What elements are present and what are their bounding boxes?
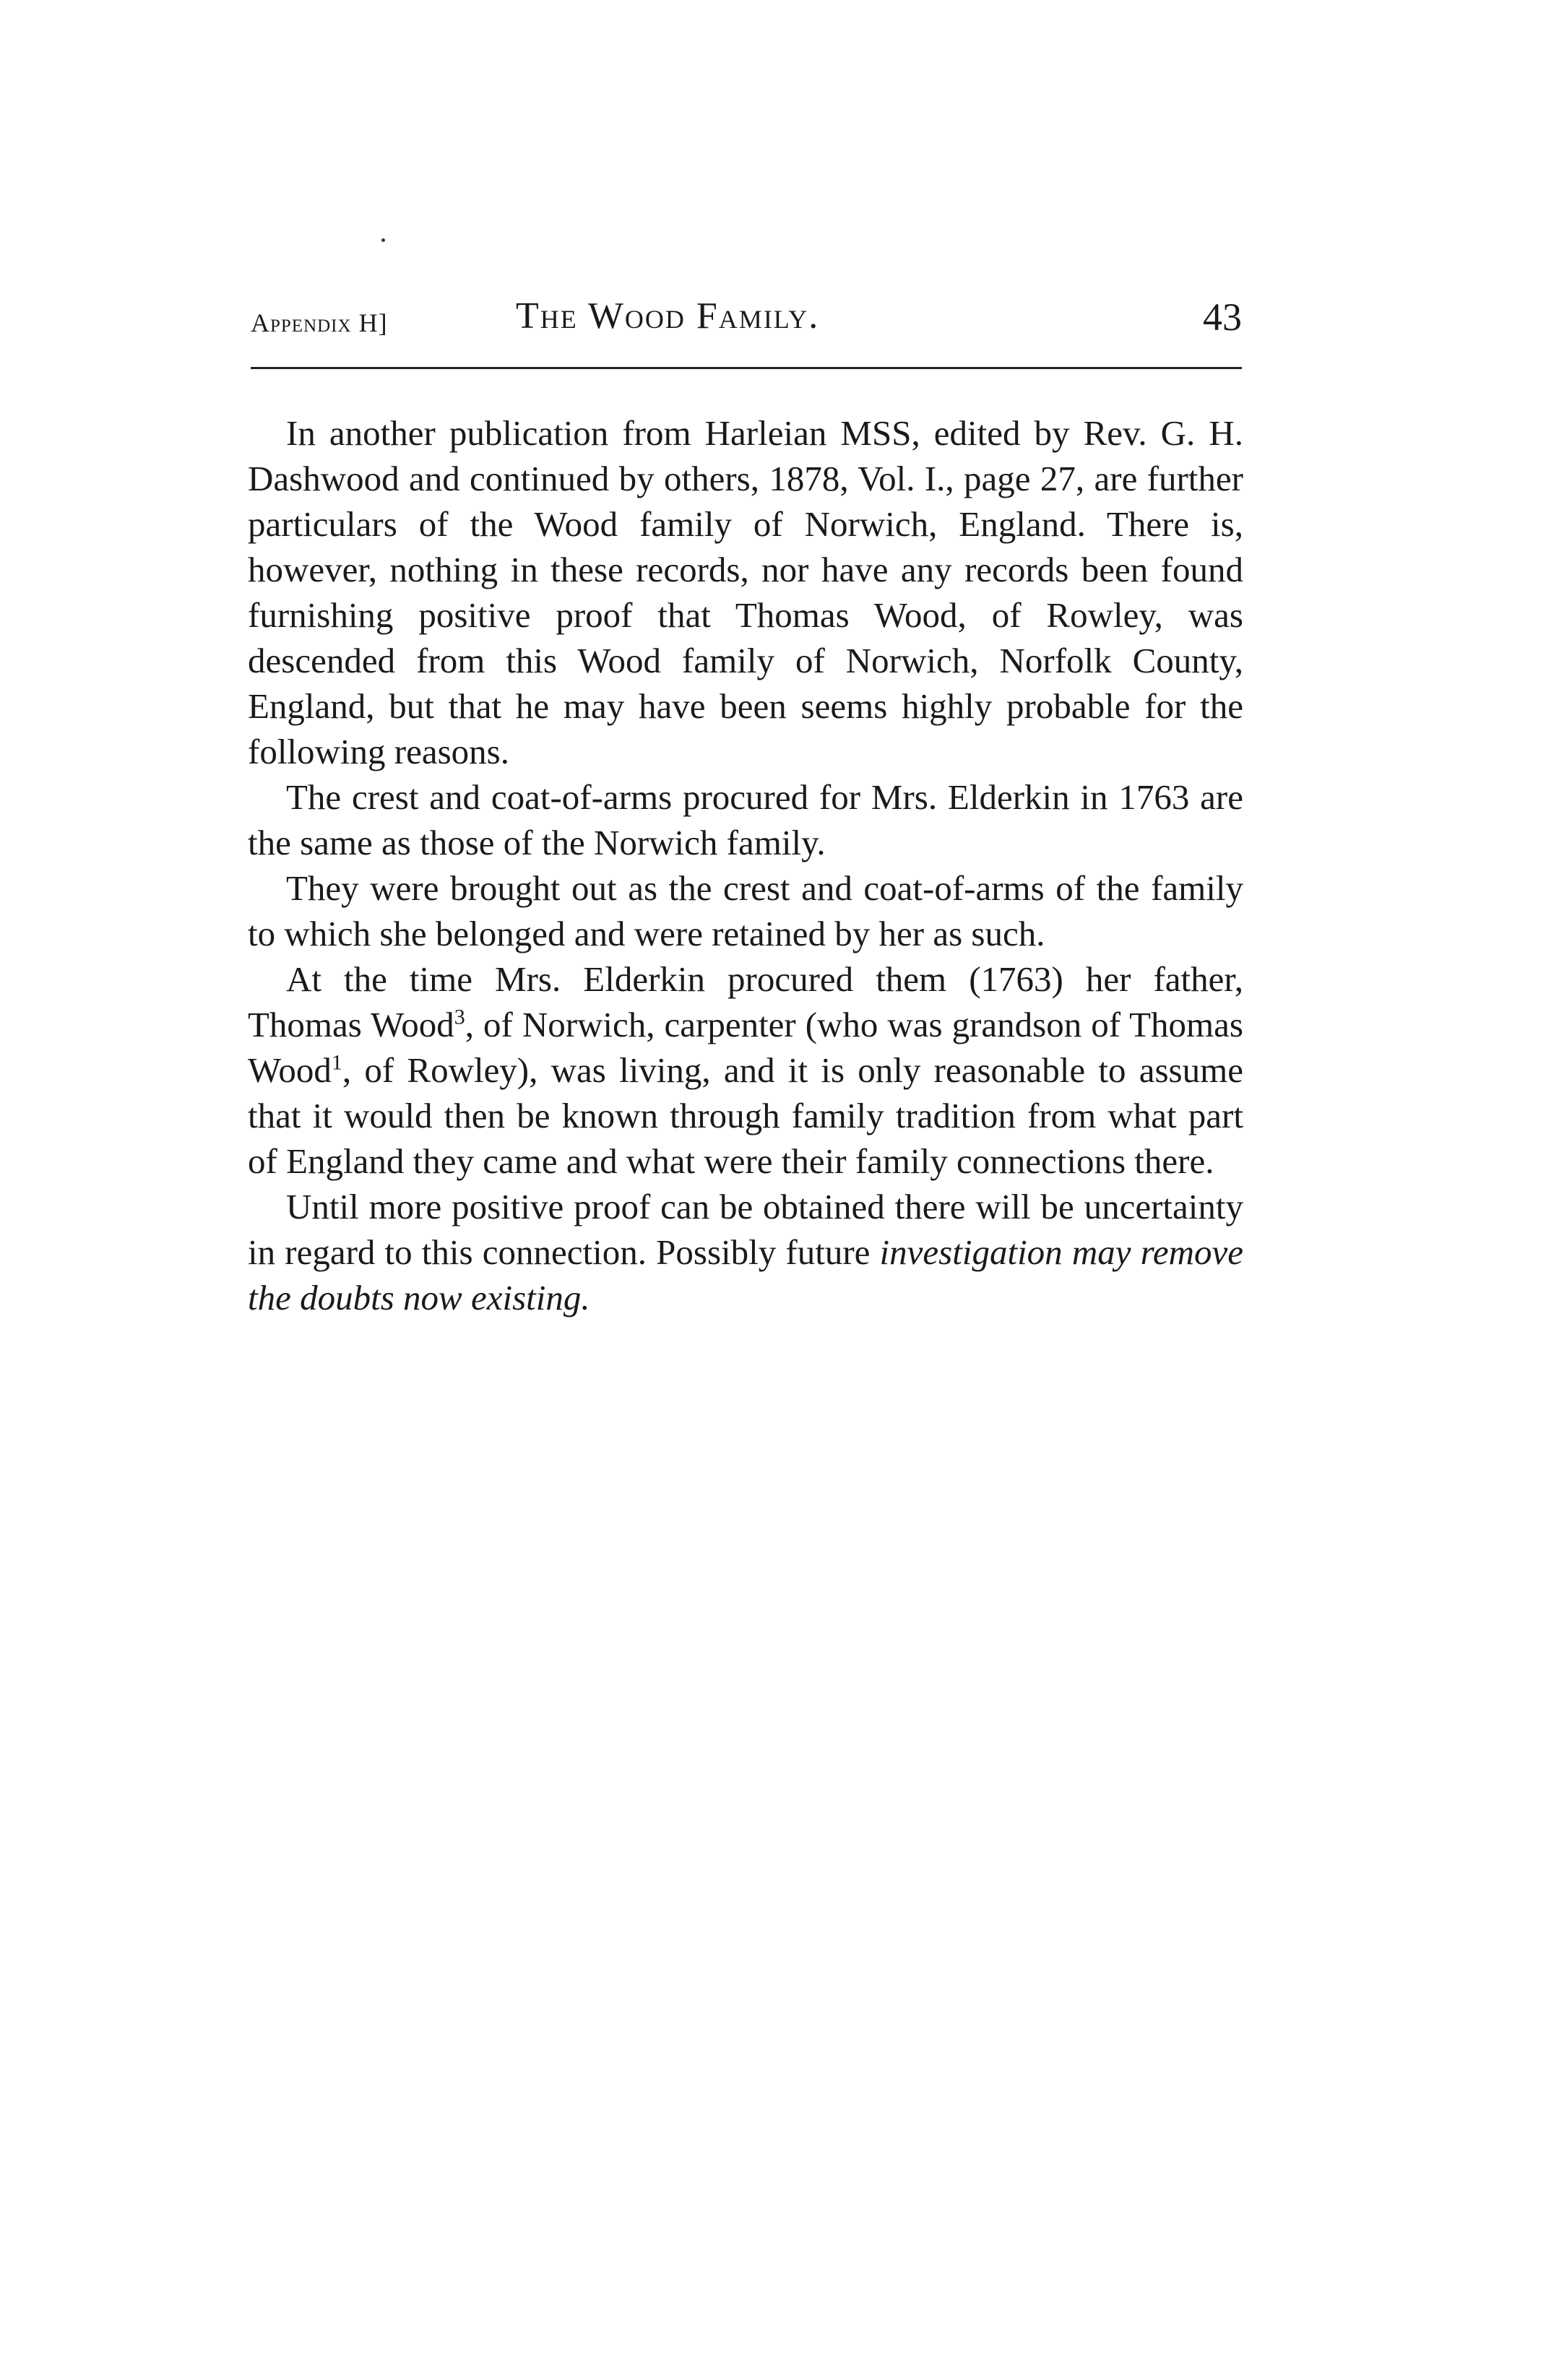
paragraph <box>248 956 1243 1184</box>
paragraph <box>248 1184 1243 1320</box>
page-title: The Wood Family. <box>516 295 820 337</box>
paragraph: In another publication from Harleian MSS, edited by Rev. G. H. Dashwood and continued by others, 1878, Vol. I., page 27, are further particulars of the Wood family of Norwich, England. There is, however, nothing in these records, nor have any records been found furnishing positive proof that Thomas Wood, of Rowley, was descended from this Wood family of Norwich, Norfolk County, England, but that he may have been seems highly probable for the following reasons. <box>248 413 1243 771</box>
ink-speck <box>381 238 385 242</box>
running-head <box>251 295 1242 352</box>
paragraph-text: , of Rowley), was living, and it is only reasonable to assume that it would then be known through family tradition from what part of England they came and what were their family connections there. <box>248 1050 1243 1181</box>
body-text <box>248 410 1243 1320</box>
paragraph-text-italic: investigation may remove the doubts now existing. <box>248 1232 1243 1317</box>
header-rule <box>251 367 1242 369</box>
page-number: 43 <box>1203 295 1242 339</box>
paragraph-text: Until more positive proof can be obtained there will be uncertainty in regard to this connection. Possibly future <box>248 1187 1243 1272</box>
section-label: Appendix H] <box>251 308 388 337</box>
footnote-marker: 1 <box>331 1050 342 1075</box>
paragraph: The crest and coat-of-arms procured for Mrs. Elderkin in 1763 are the same as those of the Norwich family. <box>248 777 1243 862</box>
footnote-marker: 3 <box>454 1005 465 1029</box>
paragraph: They were brought out as the crest and coat-of-arms of the family to which she belonged and were retained by her as such. <box>248 868 1243 953</box>
paragraph-text: , of Norwich, carpenter (who was grandson of Thomas Wood <box>248 1005 1243 1090</box>
paragraph-text: At the time Mrs. Elderkin procured them (1763) her father, Thomas Wood <box>248 959 1243 1044</box>
